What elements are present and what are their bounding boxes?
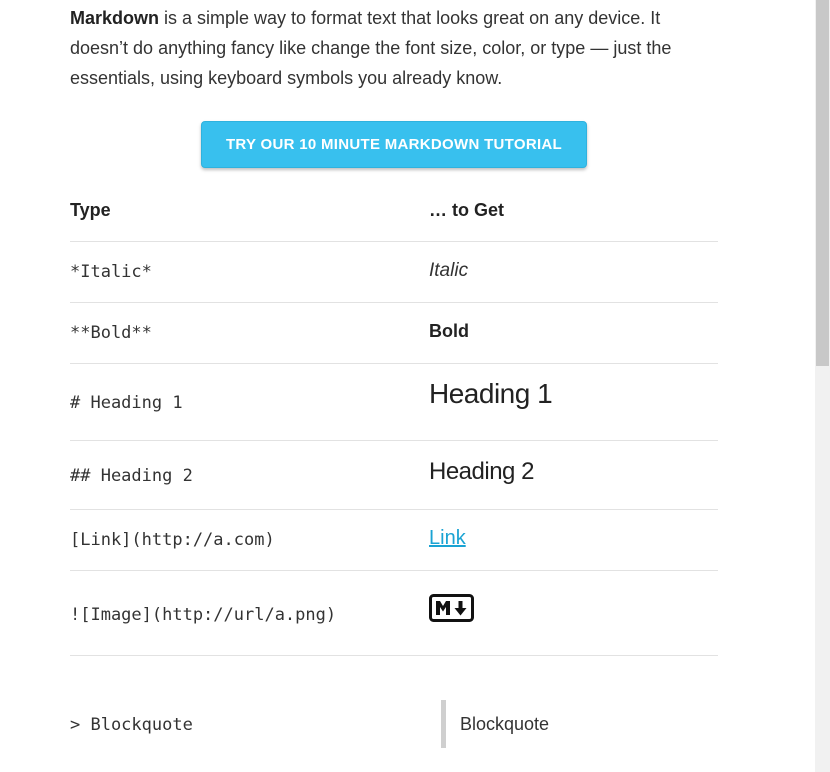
table-row	[70, 510, 718, 571]
scrollbar-thumb[interactable]	[816, 0, 829, 366]
header-get: … to Get	[429, 200, 504, 220]
intro-line-1: is a simple way to format text that looks great on any device. It	[159, 8, 661, 28]
table-row	[70, 571, 718, 656]
markdown-logo-icon	[429, 594, 474, 622]
table-row	[70, 656, 718, 772]
table-row	[70, 441, 718, 510]
intro-line-3: essentials, using keyboard symbols you already know.	[70, 68, 503, 88]
main-content	[70, 0, 718, 735]
syntax-link: [Link](http://a.com)	[70, 530, 275, 550]
intro-line-2: doesn’t do anything fancy like change the font size, color, or type — just the	[70, 38, 672, 58]
intro-brand: Markdown	[70, 8, 160, 28]
tutorial-button[interactable]: TRY OUR 10 MINUTE MARKDOWN TUTORIAL	[201, 121, 587, 168]
result-italic: Italic	[429, 260, 469, 281]
table-header-row	[70, 180, 718, 242]
syntax-blockquote: > Blockquote	[70, 715, 193, 735]
result-heading-1: Heading 1	[429, 378, 553, 409]
table-row	[70, 364, 718, 441]
cta-container	[201, 121, 587, 168]
syntax-image: ![Image](http://url/a.png)	[70, 605, 337, 625]
intro-paragraph	[70, 0, 718, 93]
result-blockquote: Blockquote	[441, 700, 549, 748]
syntax-bold: **Bold**	[70, 323, 152, 343]
vertical-scrollbar[interactable]	[815, 0, 830, 772]
result-image	[429, 594, 474, 622]
table-row	[70, 242, 718, 303]
syntax-heading-1: # Heading 1	[70, 393, 183, 413]
syntax-heading-2: ## Heading 2	[70, 466, 193, 486]
result-heading-2: Heading 2	[429, 458, 534, 485]
result-bold: Bold	[429, 321, 469, 341]
result-link[interactable]: Link	[429, 527, 466, 549]
syntax-italic: *Italic*	[70, 262, 152, 282]
table-row	[70, 303, 718, 364]
header-type: Type	[70, 200, 111, 220]
markdown-reference-table	[70, 180, 718, 772]
